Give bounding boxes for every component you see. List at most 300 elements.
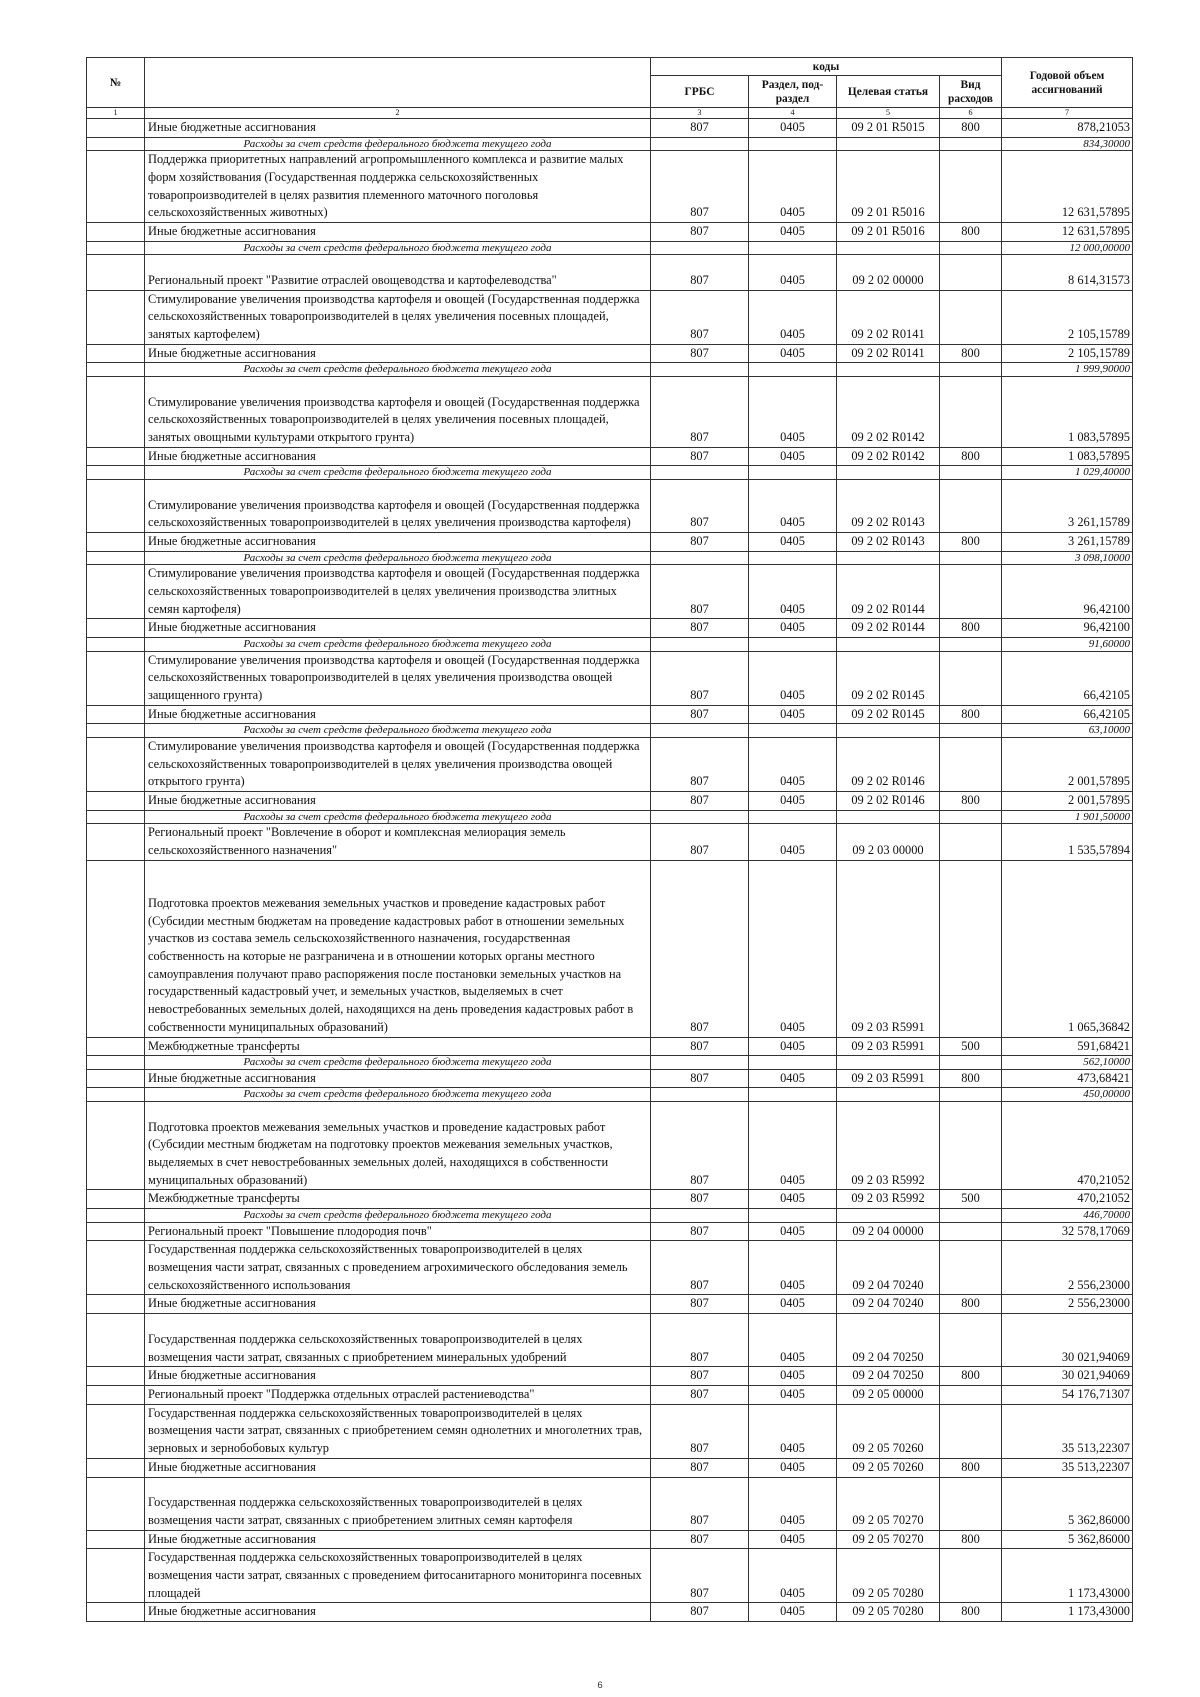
- table-row: [87, 737, 1133, 791]
- col-number: 7: [1002, 108, 1133, 119]
- cell-name: Государственная поддержка сельскохозяйственных товаропроизводителей в целях возмещения части затрат, связанных с приобретением семян однолетних и многолетних трав, зерновых и зернобобовых культур: [145, 1404, 651, 1458]
- cell-amount: 1 083,57895: [1002, 376, 1133, 447]
- federal-budget-row: [87, 638, 1133, 652]
- cell-vid: [940, 1385, 1002, 1404]
- cell-razdel: 0405: [749, 376, 837, 447]
- table-row: [87, 479, 1133, 532]
- cell-num: [87, 137, 145, 151]
- cell-name: Стимулирование увеличения производства картофеля и овощей (Государственная поддержка сельскохозяйственных товаропроизводителей в целях увеличения производства овощей открытого грунта): [145, 737, 651, 791]
- cell-amount: 2 001,57895: [1002, 791, 1133, 810]
- cell-grbs: [651, 551, 749, 565]
- cell-celevaya: 09 2 05 70280: [837, 1549, 940, 1603]
- cell-grbs: [651, 810, 749, 824]
- cell-name: Региональный проект "Развитие отраслей овощеводства и картофелеводства": [145, 255, 651, 290]
- cell-num: [87, 1477, 145, 1530]
- cell-celevaya: 09 2 02 R0145: [837, 651, 940, 705]
- cell-num: [87, 551, 145, 565]
- cell-name: Иные бюджетные ассигнования: [145, 447, 651, 466]
- cell-razdel: 0405: [749, 119, 837, 138]
- cell-razdel: [749, 466, 837, 480]
- cell-grbs: 807: [651, 824, 749, 860]
- cell-amount: 2 556,23000: [1002, 1241, 1133, 1295]
- cell-razdel: 0405: [749, 255, 837, 290]
- cell-num: [87, 344, 145, 363]
- cell-num: [87, 1549, 145, 1603]
- cell-amount: 1 083,57895: [1002, 447, 1133, 466]
- cell-celevaya: 09 2 05 70260: [837, 1458, 940, 1477]
- header-name: [145, 58, 651, 108]
- cell-celevaya: 09 2 03 R5991: [837, 860, 940, 1037]
- cell-name: Расходы за счет средств федерального бюджета текущего года: [145, 363, 651, 377]
- cell-vid: 800: [940, 705, 1002, 724]
- header-volume: Годовой объем ассигнований: [1002, 58, 1133, 108]
- cell-celevaya: [837, 724, 940, 738]
- cell-vid: 800: [940, 119, 1002, 138]
- federal-budget-row: [87, 724, 1133, 738]
- cell-num: [87, 1101, 145, 1190]
- cell-razdel: [749, 1209, 837, 1223]
- cell-amount: 8 614,31573: [1002, 255, 1133, 290]
- cell-grbs: 807: [651, 1477, 749, 1530]
- cell-name: Государственная поддержка сельскохозяйственных товаропроизводителей в целях возмещения части затрат, связанных с проведением фитосанитарного мониторинга посевных площадей: [145, 1549, 651, 1603]
- cell-name: Подготовка проектов межевания земельных участков и проведение кадастровых работ (Субсидии местным бюджетам на проведение кадастровых работ в отношении земельных участков из состава земель сельскохозяйственного назначения, государственная собственность на которые не разграничена и в отношении которых органы местного самоуправления получают право распоряжения после постановки земельных участков на государственный кадастровый учет, и земельных участков, выделяемых в счет невостребованных земельных долей, находящихся на день проведения кадастровых работ в собственности муниципальных образований): [145, 860, 651, 1037]
- cell-name: Стимулирование увеличения производства картофеля и овощей (Государственная поддержка сельскохозяйственных товаропроизводителей в целях увеличения производства картофеля): [145, 479, 651, 532]
- cell-amount: 66,42105: [1002, 651, 1133, 705]
- cell-num: [87, 1295, 145, 1314]
- cell-name: Расходы за счет средств федерального бюджета текущего года: [145, 1056, 651, 1070]
- table-row: [87, 1477, 1133, 1530]
- cell-num: [87, 1603, 145, 1622]
- cell-razdel: 0405: [749, 1603, 837, 1622]
- cell-celevaya: 09 2 03 R5991: [837, 1037, 940, 1056]
- cell-razdel: 0405: [749, 1385, 837, 1404]
- cell-amount: 12 631,57895: [1002, 223, 1133, 242]
- cell-celevaya: 09 2 01 R5016: [837, 151, 940, 223]
- table-row: [87, 290, 1133, 344]
- cell-vid: [940, 551, 1002, 565]
- federal-budget-row: [87, 810, 1133, 824]
- cell-celevaya: 09 2 03 R5991: [837, 1069, 940, 1088]
- cell-vid: 800: [940, 1295, 1002, 1314]
- cell-grbs: [651, 137, 749, 151]
- header-num: №: [87, 58, 145, 108]
- cell-name: Расходы за счет средств федерального бюджета текущего года: [145, 810, 651, 824]
- cell-num: [87, 1190, 145, 1209]
- cell-celevaya: [837, 638, 940, 652]
- cell-grbs: 807: [651, 376, 749, 447]
- cell-razdel: 0405: [749, 1069, 837, 1088]
- federal-budget-row: [87, 1056, 1133, 1070]
- table-row: [87, 255, 1133, 290]
- cell-celevaya: 09 2 02 R0146: [837, 737, 940, 791]
- cell-name: Иные бюджетные ассигнования: [145, 1295, 651, 1314]
- cell-name: Стимулирование увеличения производства картофеля и овощей (Государственная поддержка сельскохозяйственных товаропроизводителей в целях увеличения посевных площадей, занятых овощными культурами открытого грунта): [145, 376, 651, 447]
- table-row: [87, 1295, 1133, 1314]
- cell-grbs: 807: [651, 1530, 749, 1549]
- cell-grbs: 807: [651, 1069, 749, 1088]
- cell-razdel: 0405: [749, 1314, 837, 1367]
- cell-amount: 63,10000: [1002, 724, 1133, 738]
- cell-vid: [940, 1314, 1002, 1367]
- cell-amount: 5 362,86000: [1002, 1530, 1133, 1549]
- cell-razdel: 0405: [749, 824, 837, 860]
- cell-razdel: [749, 724, 837, 738]
- cell-name: Иные бюджетные ассигнования: [145, 619, 651, 638]
- cell-razdel: [749, 1088, 837, 1102]
- cell-amount: 591,68421: [1002, 1037, 1133, 1056]
- cell-amount: 30 021,94069: [1002, 1314, 1133, 1367]
- cell-celevaya: 09 2 04 70240: [837, 1241, 940, 1295]
- federal-budget-row: [87, 1209, 1133, 1223]
- cell-razdel: 0405: [749, 860, 837, 1037]
- cell-vid: [940, 860, 1002, 1037]
- cell-grbs: 807: [651, 1241, 749, 1295]
- cell-grbs: 807: [651, 1314, 749, 1367]
- table-row: [87, 119, 1133, 138]
- header-vid: Вид расходов: [940, 76, 1002, 108]
- cell-vid: 800: [940, 1069, 1002, 1088]
- cell-grbs: 807: [651, 705, 749, 724]
- cell-grbs: 807: [651, 479, 749, 532]
- cell-amount: 3 261,15789: [1002, 533, 1133, 552]
- table-row: [87, 1603, 1133, 1622]
- cell-name: Подготовка проектов межевания земельных участков и проведение кадастровых работ (Субсидии местным бюджетам на подготовку проектов межевания земельных участков, выделяемых в счет невостребованных земельных долей, находящихся в собственности муниципальных образований): [145, 1101, 651, 1190]
- cell-vid: [940, 1209, 1002, 1223]
- cell-celevaya: 09 2 04 70250: [837, 1367, 940, 1386]
- cell-vid: [940, 255, 1002, 290]
- table-row: [87, 1314, 1133, 1367]
- cell-razdel: 0405: [749, 533, 837, 552]
- cell-num: [87, 1241, 145, 1295]
- header-razdel: Раздел, под-раздел: [749, 76, 837, 108]
- cell-num: [87, 1314, 145, 1367]
- cell-celevaya: 09 2 05 70270: [837, 1477, 940, 1530]
- cell-name: Расходы за счет средств федерального бюджета текущего года: [145, 638, 651, 652]
- federal-budget-row: [87, 551, 1133, 565]
- cell-num: [87, 619, 145, 638]
- cell-num: [87, 533, 145, 552]
- cell-num: [87, 1385, 145, 1404]
- cell-name: Расходы за счет средств федерального бюджета текущего года: [145, 1209, 651, 1223]
- cell-num: [87, 651, 145, 705]
- cell-amount: 5 362,86000: [1002, 1477, 1133, 1530]
- cell-grbs: 807: [651, 1190, 749, 1209]
- cell-razdel: 0405: [749, 705, 837, 724]
- cell-grbs: 807: [651, 651, 749, 705]
- cell-grbs: [651, 1088, 749, 1102]
- table-row: [87, 447, 1133, 466]
- cell-name: Региональный проект "Поддержка отдельных отраслей растениеводства": [145, 1385, 651, 1404]
- cell-amount: 1 901,50000: [1002, 810, 1133, 824]
- cell-vid: [940, 565, 1002, 619]
- cell-name: Иные бюджетные ассигнования: [145, 1603, 651, 1622]
- cell-vid: [940, 1404, 1002, 1458]
- cell-num: [87, 1209, 145, 1223]
- table-row: [87, 1549, 1133, 1603]
- cell-celevaya: 09 2 05 70270: [837, 1530, 940, 1549]
- cell-amount: 2 105,15789: [1002, 290, 1133, 344]
- cell-celevaya: 09 2 02 R0143: [837, 533, 940, 552]
- cell-razdel: 0405: [749, 1530, 837, 1549]
- cell-celevaya: 09 2 02 R0141: [837, 290, 940, 344]
- cell-amount: 473,68421: [1002, 1069, 1133, 1088]
- cell-vid: 800: [940, 447, 1002, 466]
- cell-vid: [940, 638, 1002, 652]
- cell-name: Расходы за счет средств федерального бюджета текущего года: [145, 724, 651, 738]
- cell-razdel: [749, 137, 837, 151]
- cell-razdel: 0405: [749, 479, 837, 532]
- cell-num: [87, 824, 145, 860]
- cell-grbs: 807: [651, 1222, 749, 1241]
- cell-grbs: [651, 1056, 749, 1070]
- cell-name: Стимулирование увеличения производства картофеля и овощей (Государственная поддержка сельскохозяйственных товаропроизводителей в целях увеличения производства овощей защищенного грунта): [145, 651, 651, 705]
- cell-vid: 500: [940, 1037, 1002, 1056]
- cell-grbs: [651, 363, 749, 377]
- cell-celevaya: 09 2 02 R0142: [837, 376, 940, 447]
- cell-num: [87, 1404, 145, 1458]
- cell-celevaya: [837, 551, 940, 565]
- cell-celevaya: 09 2 01 R5015: [837, 119, 940, 138]
- cell-celevaya: 09 2 02 R0144: [837, 619, 940, 638]
- table-row: [87, 1458, 1133, 1477]
- cell-name: Иные бюджетные ассигнования: [145, 1367, 651, 1386]
- cell-vid: 800: [940, 344, 1002, 363]
- cell-vid: [940, 724, 1002, 738]
- cell-vid: [940, 1101, 1002, 1190]
- cell-grbs: 807: [651, 290, 749, 344]
- cell-num: [87, 1367, 145, 1386]
- cell-grbs: 807: [651, 223, 749, 242]
- cell-name: Расходы за счет средств федерального бюджета текущего года: [145, 466, 651, 480]
- cell-num: [87, 1069, 145, 1088]
- cell-amount: 12 000,00000: [1002, 241, 1133, 255]
- cell-razdel: 0405: [749, 447, 837, 466]
- cell-num: [87, 479, 145, 532]
- cell-num: [87, 737, 145, 791]
- cell-celevaya: 09 2 01 R5016: [837, 223, 940, 242]
- table-row: [87, 1222, 1133, 1241]
- cell-vid: [940, 1056, 1002, 1070]
- cell-amount: 91,60000: [1002, 638, 1133, 652]
- cell-celevaya: [837, 466, 940, 480]
- cell-num: [87, 705, 145, 724]
- cell-num: [87, 151, 145, 223]
- cell-name: Региональный проект "Вовлечение в оборот и комплексная мелиорация земель сельскохозяйственного назначения": [145, 824, 651, 860]
- cell-celevaya: 09 2 05 00000: [837, 1385, 940, 1404]
- cell-vid: 800: [940, 1603, 1002, 1622]
- cell-name: Межбюджетные трансферты: [145, 1190, 651, 1209]
- cell-razdel: [749, 810, 837, 824]
- cell-grbs: 807: [651, 1295, 749, 1314]
- cell-amount: 562,10000: [1002, 1056, 1133, 1070]
- cell-vid: [940, 241, 1002, 255]
- table-row: [87, 1241, 1133, 1295]
- cell-amount: 3 261,15789: [1002, 479, 1133, 532]
- table-row: [87, 824, 1133, 860]
- cell-vid: [940, 151, 1002, 223]
- cell-grbs: 807: [651, 255, 749, 290]
- cell-name: Иные бюджетные ассигнования: [145, 705, 651, 724]
- cell-razdel: 0405: [749, 1458, 837, 1477]
- cell-amount: 96,42100: [1002, 565, 1133, 619]
- cell-razdel: 0405: [749, 1404, 837, 1458]
- cell-vid: 800: [940, 1530, 1002, 1549]
- cell-name: Иные бюджетные ассигнования: [145, 533, 651, 552]
- cell-amount: 1 065,36842: [1002, 860, 1133, 1037]
- cell-amount: 96,42100: [1002, 619, 1133, 638]
- cell-name: Государственная поддержка сельскохозяйственных товаропроизводителей в целях возмещения части затрат, связанных с приобретением минеральных удобрений: [145, 1314, 651, 1367]
- cell-grbs: 807: [651, 565, 749, 619]
- cell-num: [87, 255, 145, 290]
- page-number: 6: [597, 1680, 603, 1691]
- table-row: [87, 1530, 1133, 1549]
- cell-grbs: 807: [651, 1037, 749, 1056]
- cell-grbs: 807: [651, 1404, 749, 1458]
- cell-amount: 878,21053: [1002, 119, 1133, 138]
- cell-amount: 446,70000: [1002, 1209, 1133, 1223]
- col-number: 3: [651, 108, 749, 119]
- cell-name: Государственная поддержка сельскохозяйственных товаропроизводителей в целях возмещения части затрат, связанных с приобретением элитных семян картофеля: [145, 1477, 651, 1530]
- cell-vid: 800: [940, 619, 1002, 638]
- cell-vid: 800: [940, 1367, 1002, 1386]
- col-number: 5: [837, 108, 940, 119]
- cell-celevaya: 09 2 03 R5992: [837, 1190, 940, 1209]
- cell-vid: [940, 1241, 1002, 1295]
- cell-razdel: 0405: [749, 151, 837, 223]
- cell-num: [87, 638, 145, 652]
- cell-vid: 800: [940, 791, 1002, 810]
- cell-grbs: 807: [651, 344, 749, 363]
- cell-vid: [940, 810, 1002, 824]
- cell-vid: [940, 1222, 1002, 1241]
- cell-name: Государственная поддержка сельскохозяйственных товаропроизводителей в целях возмещения части затрат, связанных с проведением агрохимического обследования земель сельскохозяйственного использования: [145, 1241, 651, 1295]
- cell-razdel: [749, 241, 837, 255]
- cell-grbs: 807: [651, 1367, 749, 1386]
- cell-razdel: 0405: [749, 1101, 837, 1190]
- cell-celevaya: 09 2 02 R0145: [837, 705, 940, 724]
- cell-razdel: 0405: [749, 290, 837, 344]
- cell-num: [87, 1530, 145, 1549]
- cell-razdel: 0405: [749, 1037, 837, 1056]
- cell-grbs: 807: [651, 1549, 749, 1603]
- cell-num: [87, 860, 145, 1037]
- cell-razdel: 0405: [749, 1295, 837, 1314]
- cell-name: Иные бюджетные ассигнования: [145, 1458, 651, 1477]
- cell-name: Расходы за счет средств федерального бюджета текущего года: [145, 551, 651, 565]
- table-row: [87, 223, 1133, 242]
- cell-grbs: 807: [651, 533, 749, 552]
- table-row: [87, 1367, 1133, 1386]
- federal-budget-row: [87, 466, 1133, 480]
- cell-name: Межбюджетные трансферты: [145, 1037, 651, 1056]
- cell-celevaya: 09 2 04 00000: [837, 1222, 940, 1241]
- cell-celevaya: 09 2 04 70240: [837, 1295, 940, 1314]
- cell-celevaya: [837, 137, 940, 151]
- cell-razdel: [749, 638, 837, 652]
- cell-num: [87, 466, 145, 480]
- cell-celevaya: 09 2 03 R5992: [837, 1101, 940, 1190]
- table-row: [87, 651, 1133, 705]
- header-grbs: ГРБС: [651, 76, 749, 108]
- header-kody: коды: [651, 58, 1002, 76]
- cell-razdel: 0405: [749, 1190, 837, 1209]
- cell-celevaya: [837, 363, 940, 377]
- cell-celevaya: 09 2 05 70260: [837, 1404, 940, 1458]
- cell-razdel: 0405: [749, 737, 837, 791]
- col-number: 6: [940, 108, 1002, 119]
- table-row: [87, 1385, 1133, 1404]
- cell-num: [87, 363, 145, 377]
- cell-grbs: 807: [651, 860, 749, 1037]
- cell-amount: 35 513,22307: [1002, 1404, 1133, 1458]
- cell-grbs: 807: [651, 119, 749, 138]
- cell-num: [87, 376, 145, 447]
- cell-name: Иные бюджетные ассигнования: [145, 791, 651, 810]
- cell-name: Стимулирование увеличения производства картофеля и овощей (Государственная поддержка сельскохозяйственных товаропроизводителей в целях увеличения посевных площадей, занятых картофелем): [145, 290, 651, 344]
- cell-celevaya: [837, 1209, 940, 1223]
- table-row: [87, 1069, 1133, 1088]
- cell-razdel: 0405: [749, 1222, 837, 1241]
- cell-amount: 32 578,17069: [1002, 1222, 1133, 1241]
- cell-celevaya: 09 2 04 70250: [837, 1314, 940, 1367]
- cell-num: [87, 1037, 145, 1056]
- federal-budget-row: [87, 137, 1133, 151]
- cell-razdel: 0405: [749, 619, 837, 638]
- cell-grbs: [651, 466, 749, 480]
- cell-num: [87, 810, 145, 824]
- cell-celevaya: 09 2 03 00000: [837, 824, 940, 860]
- cell-grbs: 807: [651, 619, 749, 638]
- cell-amount: 30 021,94069: [1002, 1367, 1133, 1386]
- cell-num: [87, 565, 145, 619]
- budget-allocation-table: [86, 57, 1133, 1622]
- cell-num: [87, 447, 145, 466]
- cell-celevaya: 09 2 02 00000: [837, 255, 940, 290]
- table-row: [87, 1404, 1133, 1458]
- cell-vid: [940, 466, 1002, 480]
- cell-num: [87, 1056, 145, 1070]
- table-row: [87, 1101, 1133, 1190]
- cell-name: Иные бюджетные ассигнования: [145, 1530, 651, 1549]
- table-row: [87, 565, 1133, 619]
- cell-grbs: 807: [651, 1101, 749, 1190]
- cell-amount: 1 173,43000: [1002, 1603, 1133, 1622]
- cell-razdel: 0405: [749, 1241, 837, 1295]
- cell-amount: 1 999,90000: [1002, 363, 1133, 377]
- cell-celevaya: [837, 241, 940, 255]
- cell-razdel: 0405: [749, 651, 837, 705]
- cell-celevaya: 09 2 02 R0144: [837, 565, 940, 619]
- table-row: [87, 619, 1133, 638]
- cell-grbs: 807: [651, 1458, 749, 1477]
- table-row: [87, 1190, 1133, 1209]
- cell-grbs: 807: [651, 151, 749, 223]
- cell-vid: [940, 824, 1002, 860]
- cell-amount: 54 176,71307: [1002, 1385, 1133, 1404]
- cell-vid: [940, 1549, 1002, 1603]
- cell-num: [87, 241, 145, 255]
- cell-razdel: [749, 1056, 837, 1070]
- cell-celevaya: 09 2 02 R0142: [837, 447, 940, 466]
- cell-grbs: [651, 638, 749, 652]
- table-row: [87, 151, 1133, 223]
- table-row: [87, 791, 1133, 810]
- cell-razdel: 0405: [749, 791, 837, 810]
- col-number: 1: [87, 108, 145, 119]
- cell-num: [87, 791, 145, 810]
- cell-razdel: [749, 551, 837, 565]
- cell-vid: [940, 479, 1002, 532]
